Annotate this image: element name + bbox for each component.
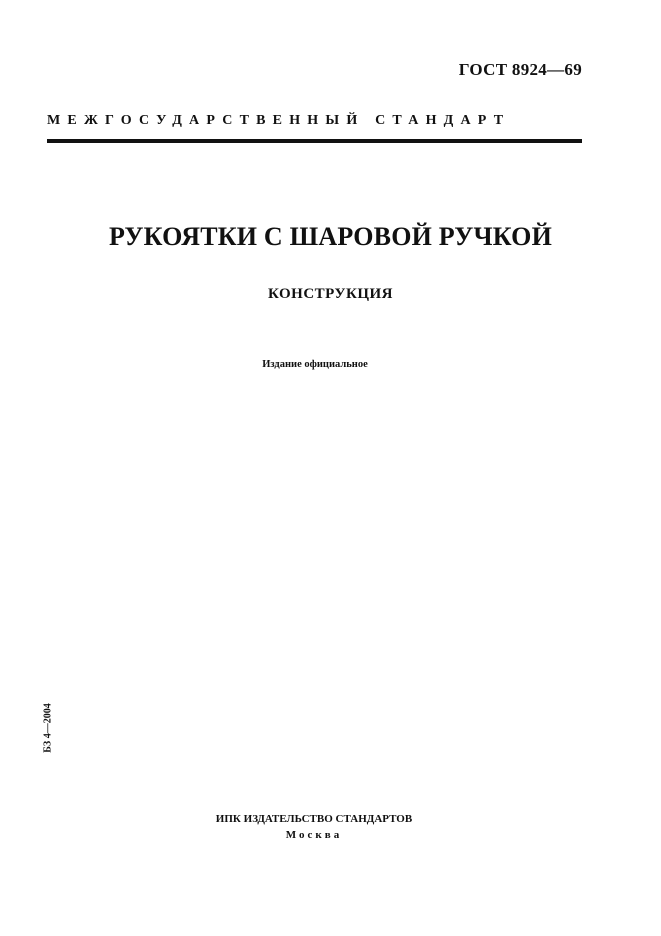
side-code: БЗ 4—2004 — [42, 703, 54, 753]
publisher-city: Москва — [285, 829, 343, 841]
header-rule — [47, 139, 582, 143]
standard-number: ГОСТ 8924—69 — [458, 60, 582, 79]
document-subtitle: КОНСТРУКЦИЯ — [267, 286, 394, 302]
publisher-name: ИПК ИЗДАТЕЛЬСТВО СТАНДАРТОВ — [215, 813, 413, 825]
standard-type-heading: МЕЖГОСУДАРСТВЕННЫЙ СТАНДАРТ — [47, 113, 511, 128]
document-title: РУКОЯТКИ С ШАРОВОЙ РУЧКОЙ — [108, 222, 553, 251]
edition-note: Издание официальное — [262, 359, 368, 370]
